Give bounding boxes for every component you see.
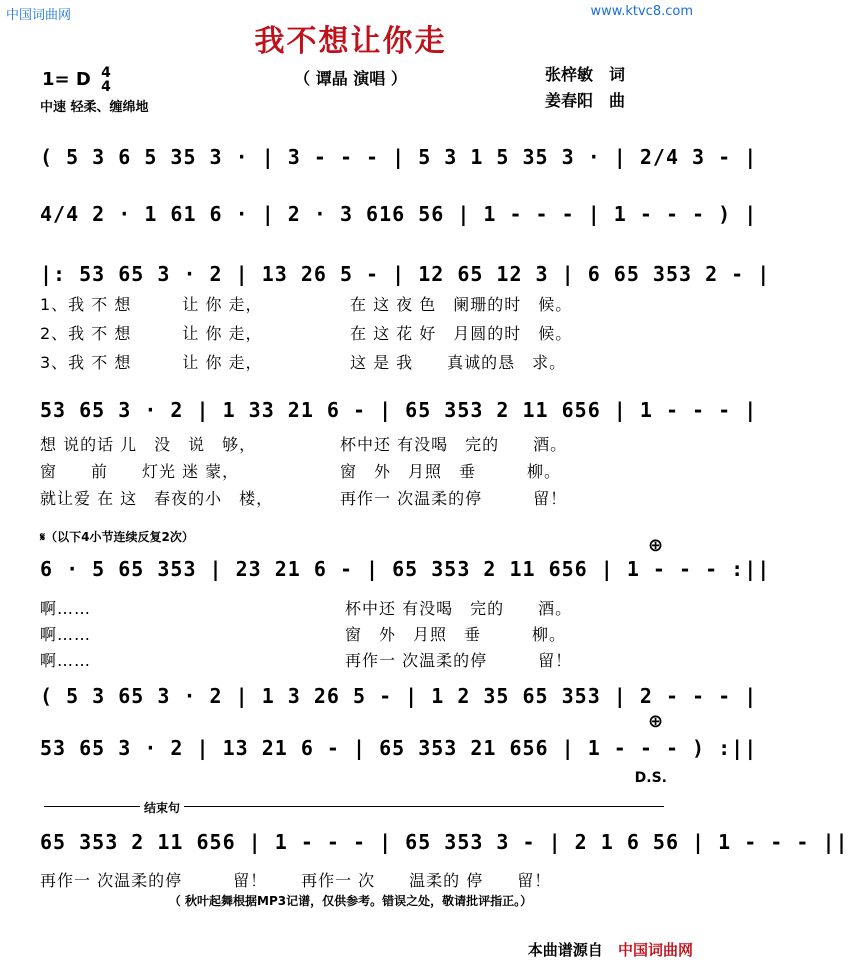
verse-3-b: 这 是 我 真诚的恳 求。 — [350, 353, 567, 372]
ah-1: 啊…… — [40, 599, 92, 618]
ending-label: 结束句 — [140, 799, 184, 816]
singer: （ 谭晶 演唱 ） — [294, 69, 407, 88]
lyric-5a — [40, 596, 670, 619]
lyric-5b-right: 窗 外 月照 垂 柳。 — [345, 625, 567, 644]
bottom-brand-name: 中国词曲网 — [617, 941, 693, 959]
verse-2 — [40, 321, 670, 344]
lyric-5c — [40, 648, 670, 671]
tempo-marking: 中速 轻柔、缠绵地 — [40, 100, 149, 115]
key-label: 1= D — [42, 69, 91, 90]
coda-icon: ⊕ — [648, 535, 664, 556]
staff-row-5: 6 · 5 65 353 | 23 21 6 - | 65 353 2 11 656 | 1 - - - :|| — [40, 557, 771, 581]
verse-1-a: 1、我 不 想 让 你 走， — [40, 295, 263, 314]
verse-2-a: 2、我 不 想 让 你 走， — [40, 324, 263, 343]
segno-note: 𝄋（以下4小节连续反复2次） — [40, 530, 194, 544]
key-signature — [42, 66, 111, 94]
ending-lyric: 再作一 次温柔的停 留！ 再作一 次 温柔的 停 留！ — [40, 871, 552, 890]
ds-marking: D.S. — [634, 770, 667, 786]
staff-row-4: 53 65 3 · 2 | 1 33 21 6 - | 65 353 2 11 656 | 1 - - - | — [40, 398, 758, 422]
lyric-4c-left: 就让爱 在 这 春夜的小 楼， — [40, 489, 274, 508]
staff-row-7: 53 65 3 · 2 | 13 21 6 - | 65 353 21 656 | 1 - - - ) :|| — [40, 736, 758, 760]
staff-row-2: 4/4 2 · 1 61 6 · | 2 · 3 616 56 | 1 - - - | 1 - - - ) | — [40, 202, 758, 226]
time-bottom: 4 — [101, 79, 111, 95]
coda-icon-2: ⊕ — [648, 711, 664, 732]
lyricist: 张梓敏 词 — [545, 65, 626, 84]
composer: 姜春阳 曲 — [545, 91, 626, 110]
ah-3: 啊…… — [40, 651, 92, 670]
footnote: （ 秋叶起舞根据MP3记谱，仅供参考。错误之处，敬请批评指正。） — [168, 894, 533, 908]
verse-1-b: 在 这 夜 色 阑珊的时 候。 — [350, 295, 573, 314]
lyric-4c — [40, 486, 670, 509]
ah-2: 啊…… — [40, 625, 92, 644]
time-signature — [101, 66, 111, 94]
verse-2-b: 在 这 花 好 月圆的时 候。 — [350, 324, 573, 343]
staff-row-1: ( 5 3 6 5 35 3 · | 3 - - - | 5 3 1 5 35 3 · | 2/4 3 - | — [40, 145, 758, 169]
lyric-5b — [40, 622, 670, 645]
lyric-4a-right: 杯中还 有没喝 完的 酒。 — [340, 435, 568, 454]
verse-3 — [40, 350, 670, 373]
lyric-5c-right: 再作一 次温柔的停 留！ — [345, 651, 573, 670]
lyric-4b — [40, 459, 670, 482]
bottom-credit — [528, 939, 693, 960]
song-title: 我不想让你走 — [254, 24, 447, 59]
bottom-text: 本曲谱源自 — [527, 941, 603, 959]
watermark-right: www.ktvc8.com — [590, 4, 693, 19]
lyric-4a — [40, 432, 670, 455]
ending-bracket-line — [44, 806, 664, 807]
staff-row-3: |: 53 65 3 · 2 | 13 26 5 - | 12 65 12 3 | 6 65 353 2 - | — [40, 262, 771, 286]
verse-3-a: 3、我 不 想 让 你 走， — [40, 353, 263, 372]
verse-1 — [40, 292, 670, 315]
staff-row-6: ( 5 3 65 3 · 2 | 1 3 26 5 - | 1 2 35 65 353 | 2 - - - | — [40, 684, 758, 708]
watermark-left: 中国词曲网 — [6, 8, 72, 23]
lyric-4c-right: 再作一 次温柔的停 留！ — [340, 489, 568, 508]
time-top: 4 — [101, 65, 111, 81]
lyric-4b-right: 窗 外 月照 垂 柳。 — [340, 462, 562, 481]
staff-row-8: 65 353 2 11 656 | 1 - - - | 65 353 3 - | 2 1 6 56 | 1 - - - || — [40, 830, 849, 854]
lyric-4b-left: 窗 前 灯光 迷 蒙， — [40, 462, 240, 481]
lyric-5a-right: 杯中还 有没喝 完的 酒。 — [345, 599, 573, 618]
lyric-4a-left: 想 说的话 儿 没 说 够， — [40, 435, 257, 454]
